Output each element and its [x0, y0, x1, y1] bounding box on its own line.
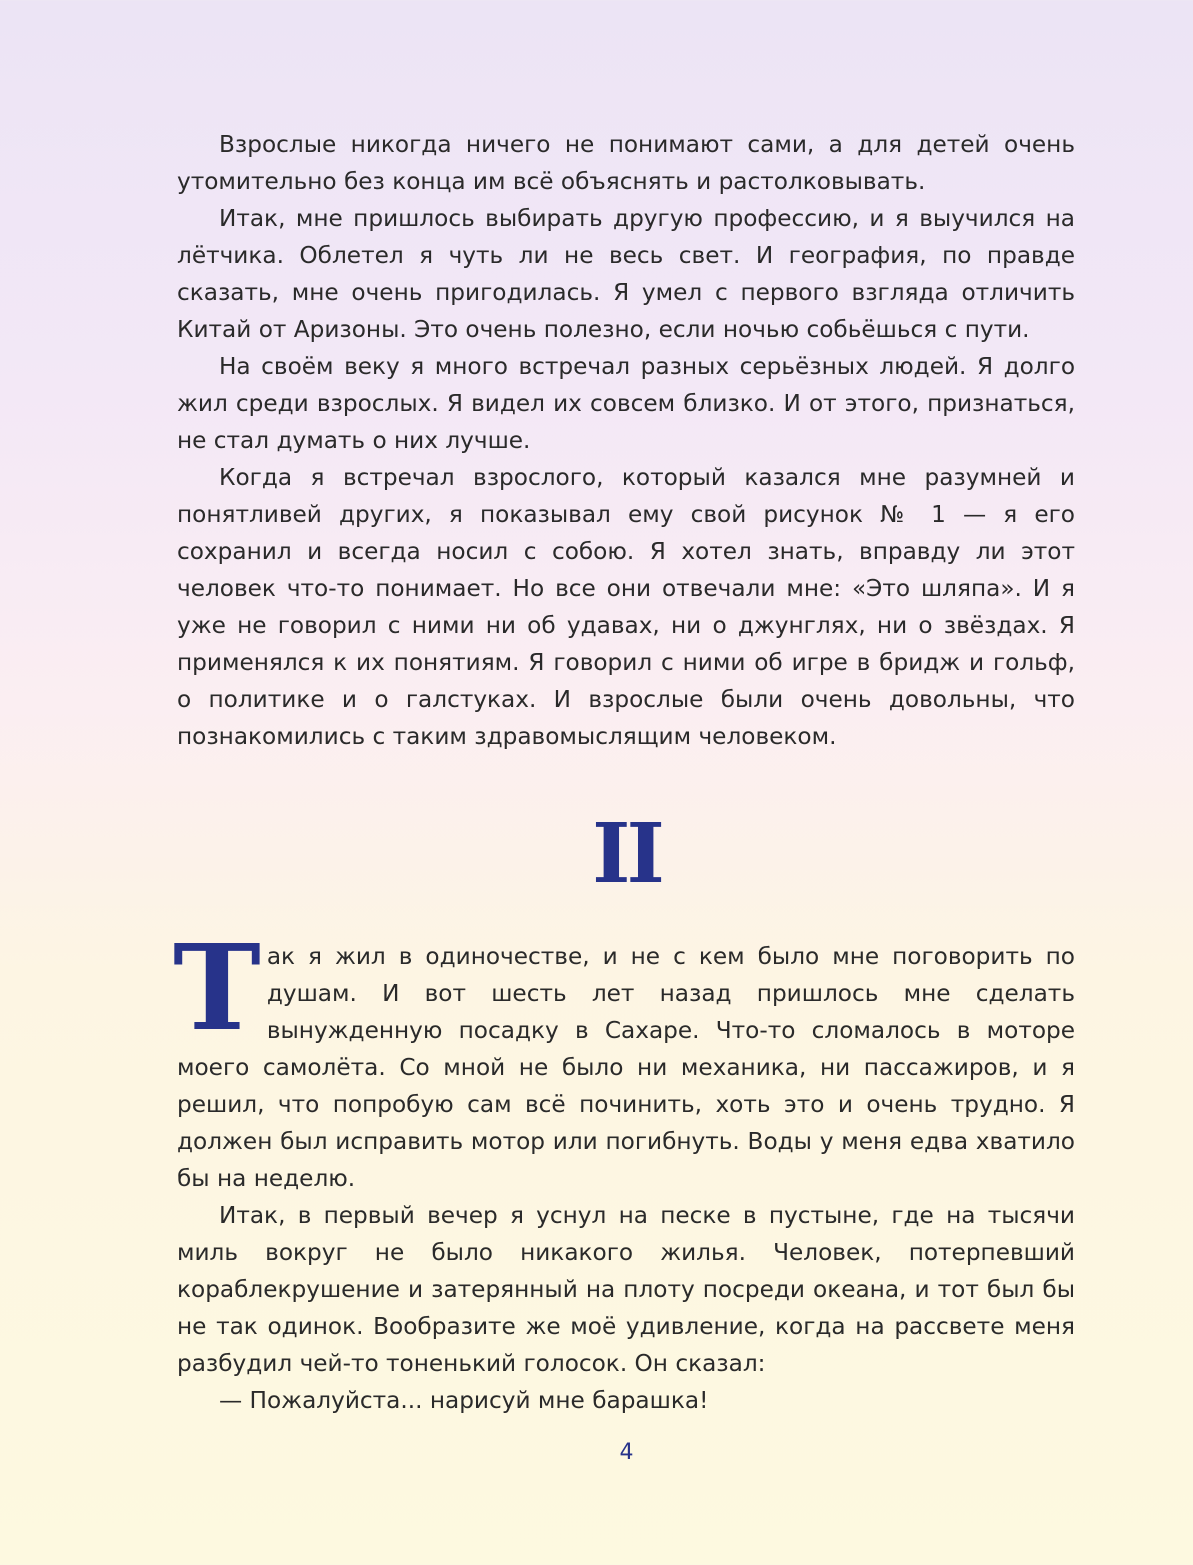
- chapter-first-paragraph: [173, 918, 1075, 1197]
- bottom-text-block: [173, 918, 1075, 1419]
- paragraph: Итак, мне пришлось выбирать другую профессию, и я выучился на лётчика. Облетел я чуть ли не весь свет. И география, по правде сказать, мне очень пригодилась. Я умел с первого взгляда отличить Китай от Аризоны. Это очень полезно, если ночью собьёшься с пути.: [177, 205, 1075, 343]
- page-number: 4: [619, 1440, 634, 1465]
- paragraph: Взрослые никогда ничего не понимают сами, а для детей очень утомительно без конца им всё объяснять и растолковывать.: [177, 131, 1075, 195]
- paragraph: Когда я встречал взрослого, который казался мне разумней и понятливей других, я показывал ему свой рисунок № 1 — я его сохранил и всегда носил с собою. Я хотел знать, вправду ли этот человек что-то понимает. Но все они отвечали мне: «Это шляпа». И я уже не говорил с ними ни об удавах, ни о джунглях, ни о звёздах. Я применялся к их понятиям. Я говорил с ними об игре в бридж и гольф, о политике и о галстуках. И взрослые были очень довольны, что познакомились с таким здравомыслящим человеком.: [177, 464, 1075, 750]
- top-text-block: [177, 126, 1075, 755]
- paragraph: Итак, в первый вечер я уснул на песке в пустыне, где на тысячи миль вокруг не было никакого жилья. Человек, потерпевший кораблекрушение и затерянный на плоту посреди океана, и тот был бы не так одинок. Вообразите же моё удивление, когда на рассвете меня разбудил чей-то тоненький голосок. Он сказал:: [177, 1202, 1075, 1377]
- dialogue-line: — Пожалуйста... нарисуй мне барашка!: [219, 1387, 709, 1414]
- paragraph-text: ак я жил в одиночестве, и не с кем было мне поговорить по душам. И вот шесть лет назад пришлось мне сделать вынужденную посадку в Сахаре. Что-то сломалось в моторе моего самолёта. Со мной не было ни механика, ни пассажиров, и я решил, что попробую сам всё починить, хоть это и очень трудно. Я должен был исправить мотор или погибнуть. Воды у меня едва хватило бы на неделю.: [177, 943, 1075, 1192]
- paragraph: На своём веку я много встречал разных серьёзных людей. Я долго жил среди взрослых. Я видел их совсем близко. И от этого, признаться, не стал думать о них лучше.: [177, 353, 1075, 454]
- chapter-heading: II: [592, 806, 661, 902]
- drop-cap-letter: Т: [173, 918, 261, 1057]
